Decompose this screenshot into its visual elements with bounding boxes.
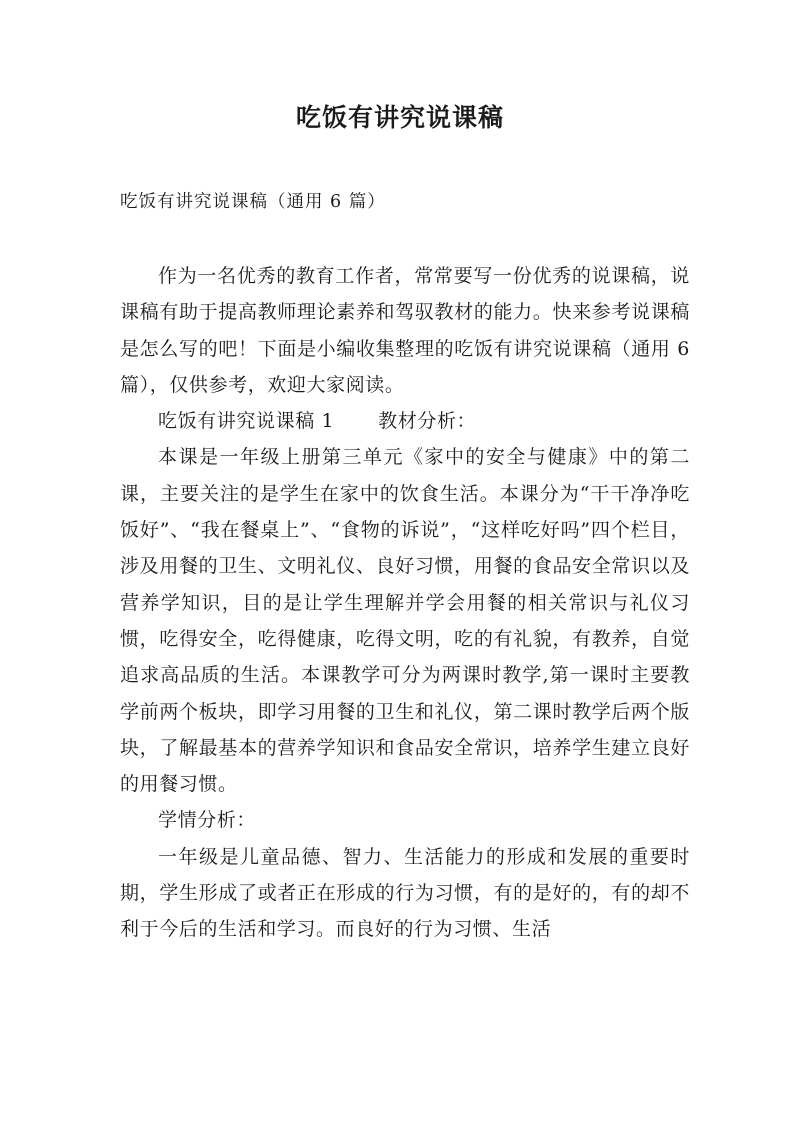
section-label-textbook-analysis: 教材分析： <box>378 410 477 433</box>
student-analysis-paragraph: 一年级是儿童品德、智力、生活能力的形成和发展的重要时期，学生形成了或者正在形成的行为习惯，有的是好的，有的却不利于今后的生活和学习。而良好的行为习惯、生活 <box>120 845 690 941</box>
document-subtitle: 吃饭有讲究说课稿（通用 6 篇） <box>120 192 386 212</box>
document-title: 吃饭有讲究说课稿 <box>295 103 504 132</box>
lesson-label: 吃饭有讲究说课稿 1 <box>158 410 335 433</box>
document-body <box>120 258 690 948</box>
textbook-analysis-paragraph: 本课是一年级上册第三单元《家中的安全与健康》中的第二课，主要关注的是学生在家中的饮食生活。本课分为“干干净净吃饭好”、“我在餐桌上”、“食物的诉说”，“这样吃好吗”四个栏目，涉及用餐的卫生、文明礼仪、良好习惯，用餐的食品安全常识以及营养学知识，目的是让学生理解并学会用餐的相关常识与礼仪习惯，吃得安全，吃得健康，吃得文明，吃的有礼貌，有教养，自觉追求高品质的生活。本课教学可分为两课时教学,第一课时主要教学前两个板块，即学习用餐的卫生和礼仪，第二课时教学后两个版块，了解最基本的营养学知识和食品安全常识，培养学生建立良好的用餐习惯。 <box>120 446 690 796</box>
section-label-student-analysis: 学情分析： <box>158 809 257 832</box>
intro-paragraph: 作为一名优秀的教育工作者，常常要写一份优秀的说课稿，说课稿有助于提高教师理论素养和驾驭教材的能力。快来参考说课稿是怎么写的吧！下面是小编收集整理的吃饭有讲究说课稿（通用 6 篇），仅供参考，欢迎大家阅读。 <box>120 265 690 396</box>
lesson-heading <box>120 403 690 439</box>
